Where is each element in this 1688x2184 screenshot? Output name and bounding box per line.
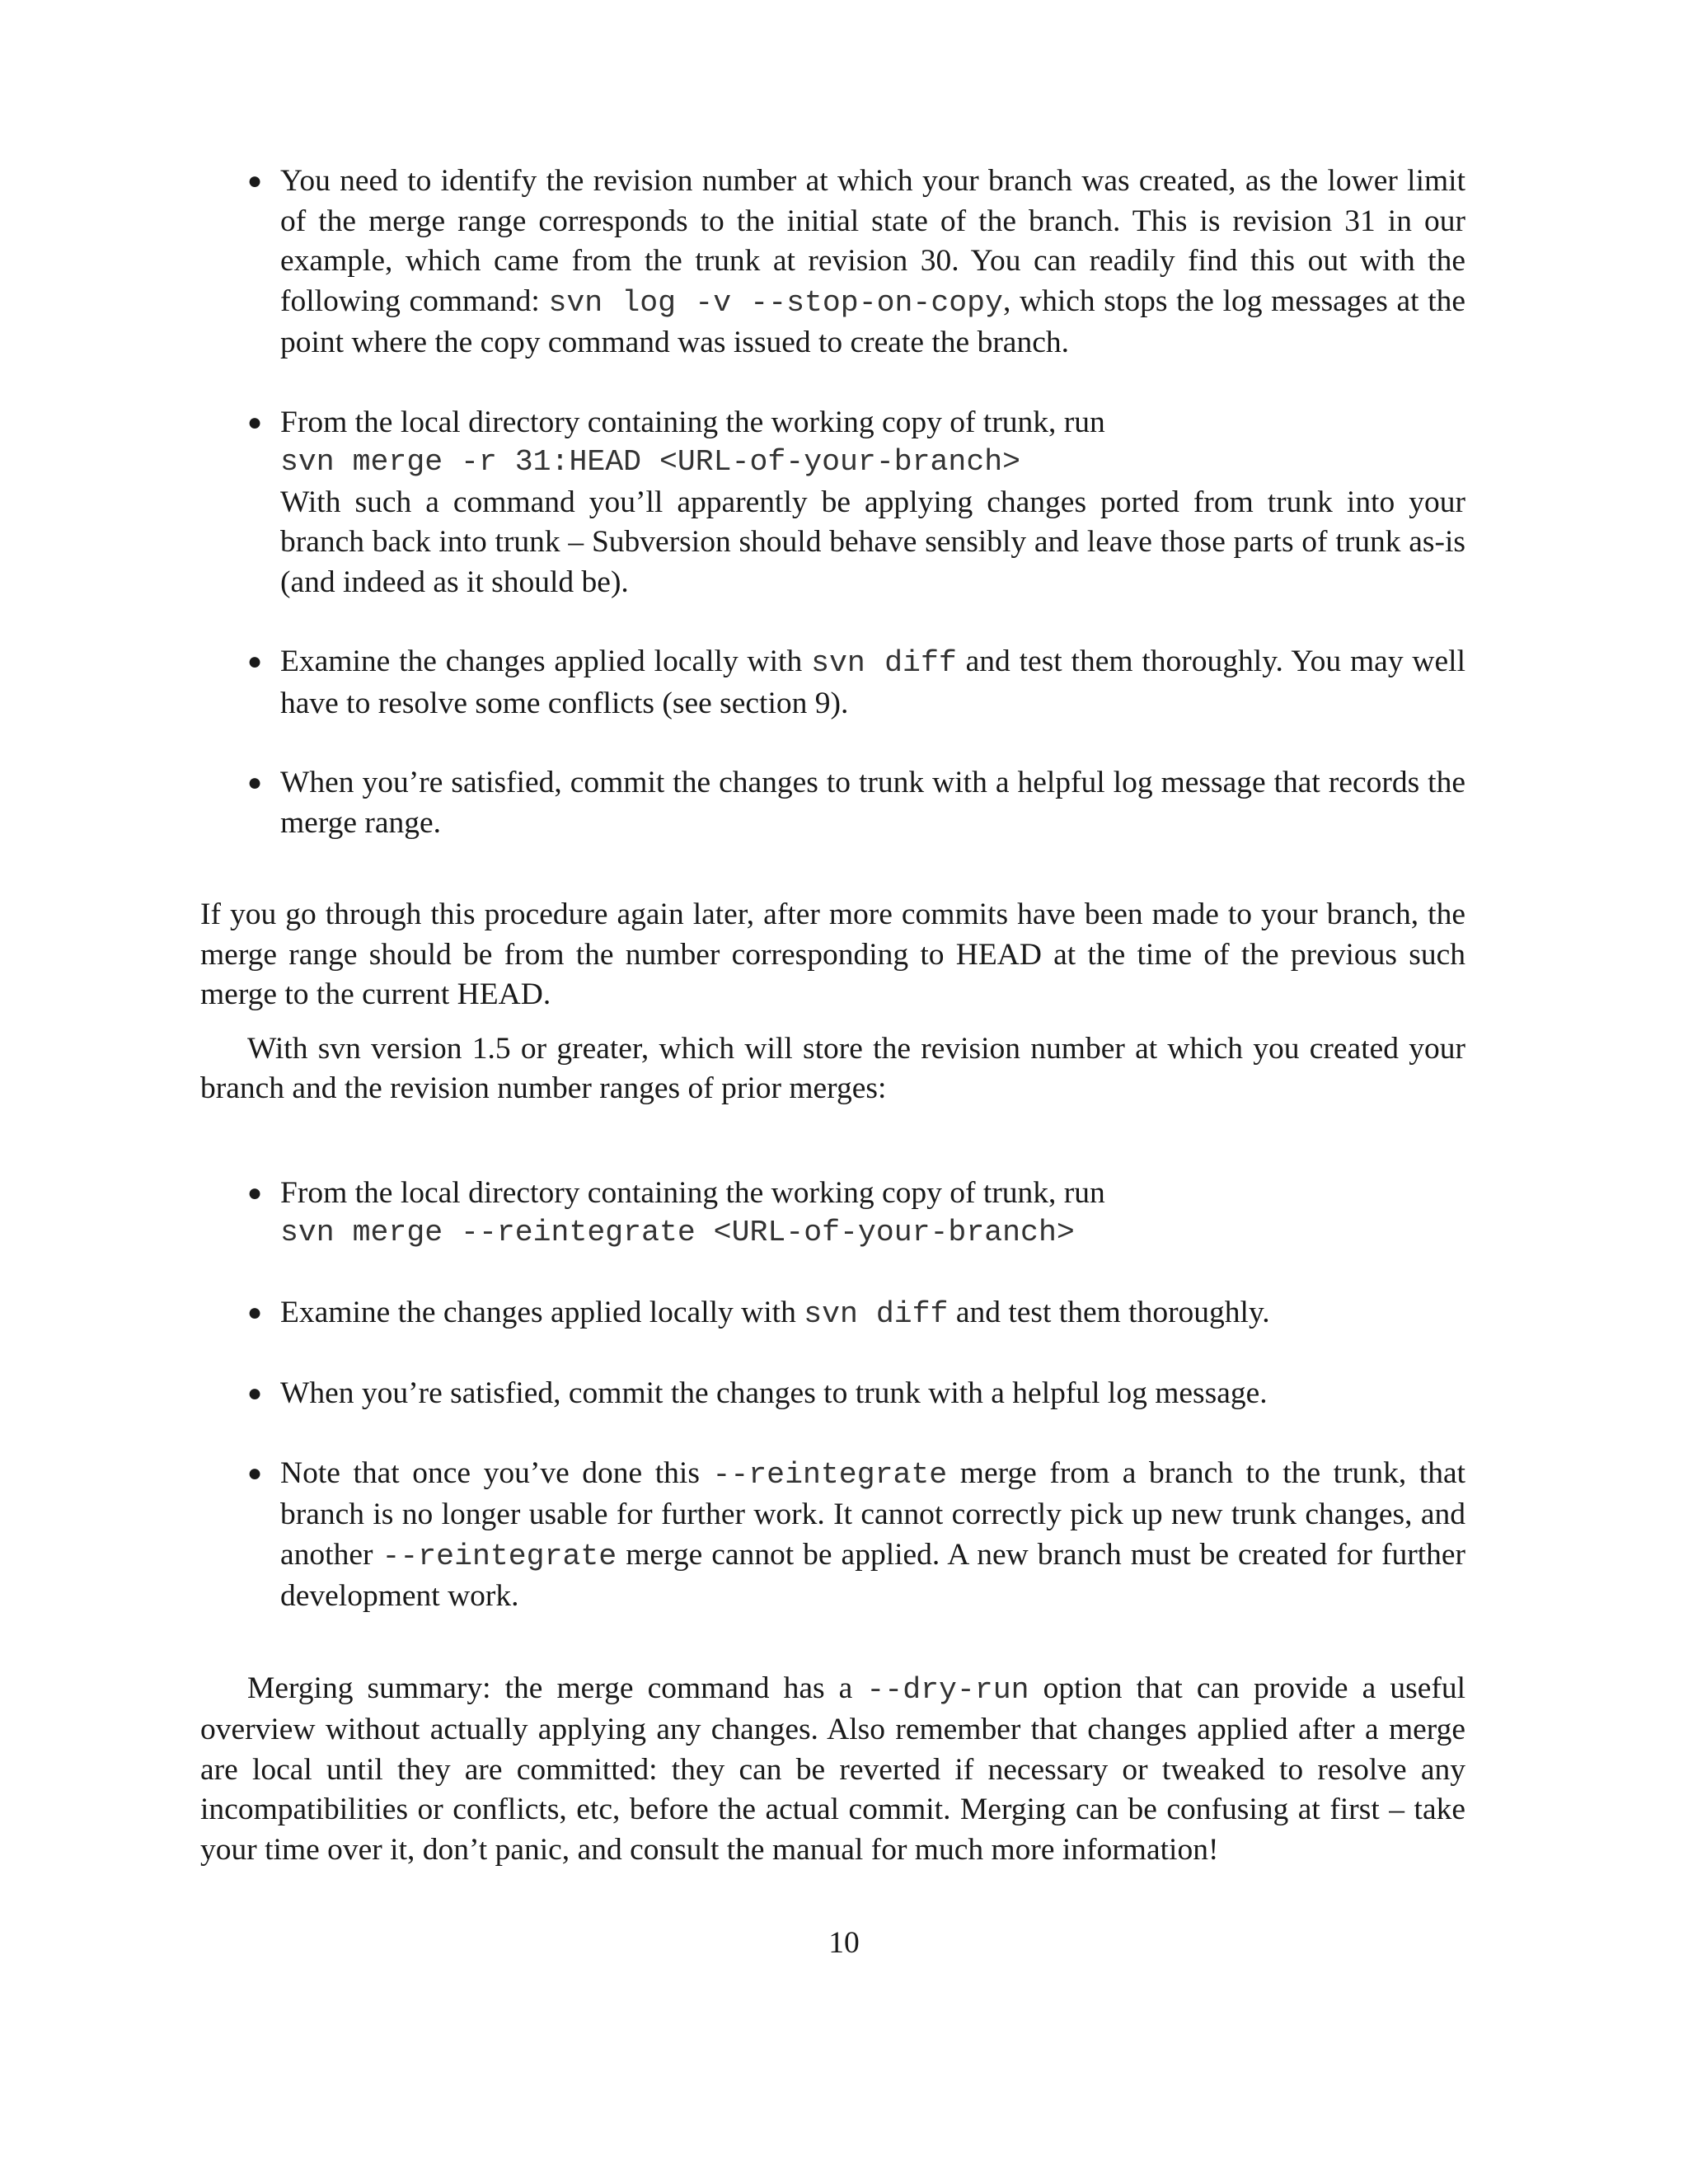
code-line: svn merge -r 31:HEAD <URL-of-your-branch> — [280, 445, 1021, 479]
item-text: and test them thoroughly. — [948, 1295, 1270, 1329]
bullet-icon: ● — [247, 167, 263, 194]
item-text: and test them thoroughly. You may well have to resolve some conflicts (see section 9). — [280, 644, 1465, 720]
inline-code: svn diff — [804, 1296, 949, 1331]
list-item — [200, 1174, 1465, 1254]
bullet-icon: ● — [247, 769, 263, 796]
inline-code: svn log -v --stop-on-copy — [548, 285, 1003, 320]
item-text: merge from a branch to the trunk, that branch is no longer usable for further work. It cannot correctly pick up new trunk changes, and another — [280, 1455, 1466, 1572]
bullet-icon: ● — [247, 648, 263, 675]
list-item — [200, 763, 1465, 843]
item-text: Examine the changes applied locally with — [280, 644, 812, 678]
item-text: You need to identify the revision number at which your branch was created, as the lower limit of the merge range corresponds to the initial state of the branch. This is revision 31 in our example, which came from the trunk at revision 30. You can readily find this out with the following command: — [280, 164, 1465, 318]
bullet-icon: ● — [247, 1179, 263, 1207]
list-item — [200, 1374, 1465, 1414]
item-text: From the local directory containing the working copy of trunk, run — [280, 405, 1105, 439]
list-item — [200, 162, 1465, 363]
inline-code: --dry-run — [866, 1672, 1029, 1707]
item-text: When you’re satisfied, commit the changes to trunk with a helpful log message that records the merge range. — [280, 766, 1465, 840]
page-body — [200, 162, 1465, 1870]
summary-text: Merging summary: the merge command has a — [247, 1671, 867, 1705]
bullet-icon: ● — [247, 1459, 263, 1487]
code-line: svn merge --reintegrate <URL-of-your-branch> — [280, 1216, 1075, 1249]
bullet-icon: ● — [247, 408, 263, 436]
paragraph: With svn version 1.5 or greater, which will store the revision number at which you created your branch and the revision number ranges of prior merges: — [200, 1031, 1465, 1105]
inline-code: --reintegrate — [712, 1457, 948, 1492]
inline-code: svn diff — [811, 646, 957, 680]
bullet-icon: ● — [247, 1298, 263, 1326]
item-text: Examine the changes applied locally with — [280, 1295, 804, 1329]
item-text: , which stops the log messages at the point where the copy command was issued to create the branch. — [280, 284, 1466, 359]
list-item — [200, 1454, 1465, 1617]
list-item — [200, 642, 1465, 724]
item-text: With such a command you’ll apparently be applying changes ported from trunk into your branch back into trunk – Subversion should behave sensibly and leave those parts of trunk as-is (and indeed as it should be). — [280, 485, 1465, 599]
list-item — [200, 1293, 1465, 1335]
item-text: merge cannot be applied. A new branch must be created for further development work. — [280, 1537, 1465, 1613]
list-item — [200, 403, 1465, 603]
summary-paragraph — [200, 1669, 1465, 1871]
bullet-icon: ● — [247, 1380, 263, 1407]
bullet-list-reintegrate-steps — [200, 1174, 1465, 1617]
paragraph: If you go through this procedure again later, after more commits have been made to your branch, the merge range should be from the number corresponding to HEAD at the time of the previous such merge to the current HEAD. — [200, 898, 1465, 1011]
bullet-list-merge-steps — [200, 162, 1465, 843]
inline-code: --reintegrate — [382, 1539, 617, 1573]
item-text: Note that once you’ve done this — [280, 1455, 713, 1490]
page-number: 10 — [828, 1926, 860, 1960]
item-text: From the local directory containing the working copy of trunk, run — [280, 1175, 1105, 1210]
item-text: When you’re satisfied, commit the changes to trunk with a helpful log message. — [280, 1376, 1268, 1410]
summary-text: option that can provide a useful overview without actually applying any changes. Also remember that changes applied after a merge are local until they are committed: they can be reverted if necessary or tweaked to resolve any incompatibilities or conflicts, etc, before the actual commit. Merging can be confusing at first – take your time over it, don’t panic, and consult the manual for much more information! — [200, 1671, 1465, 1867]
